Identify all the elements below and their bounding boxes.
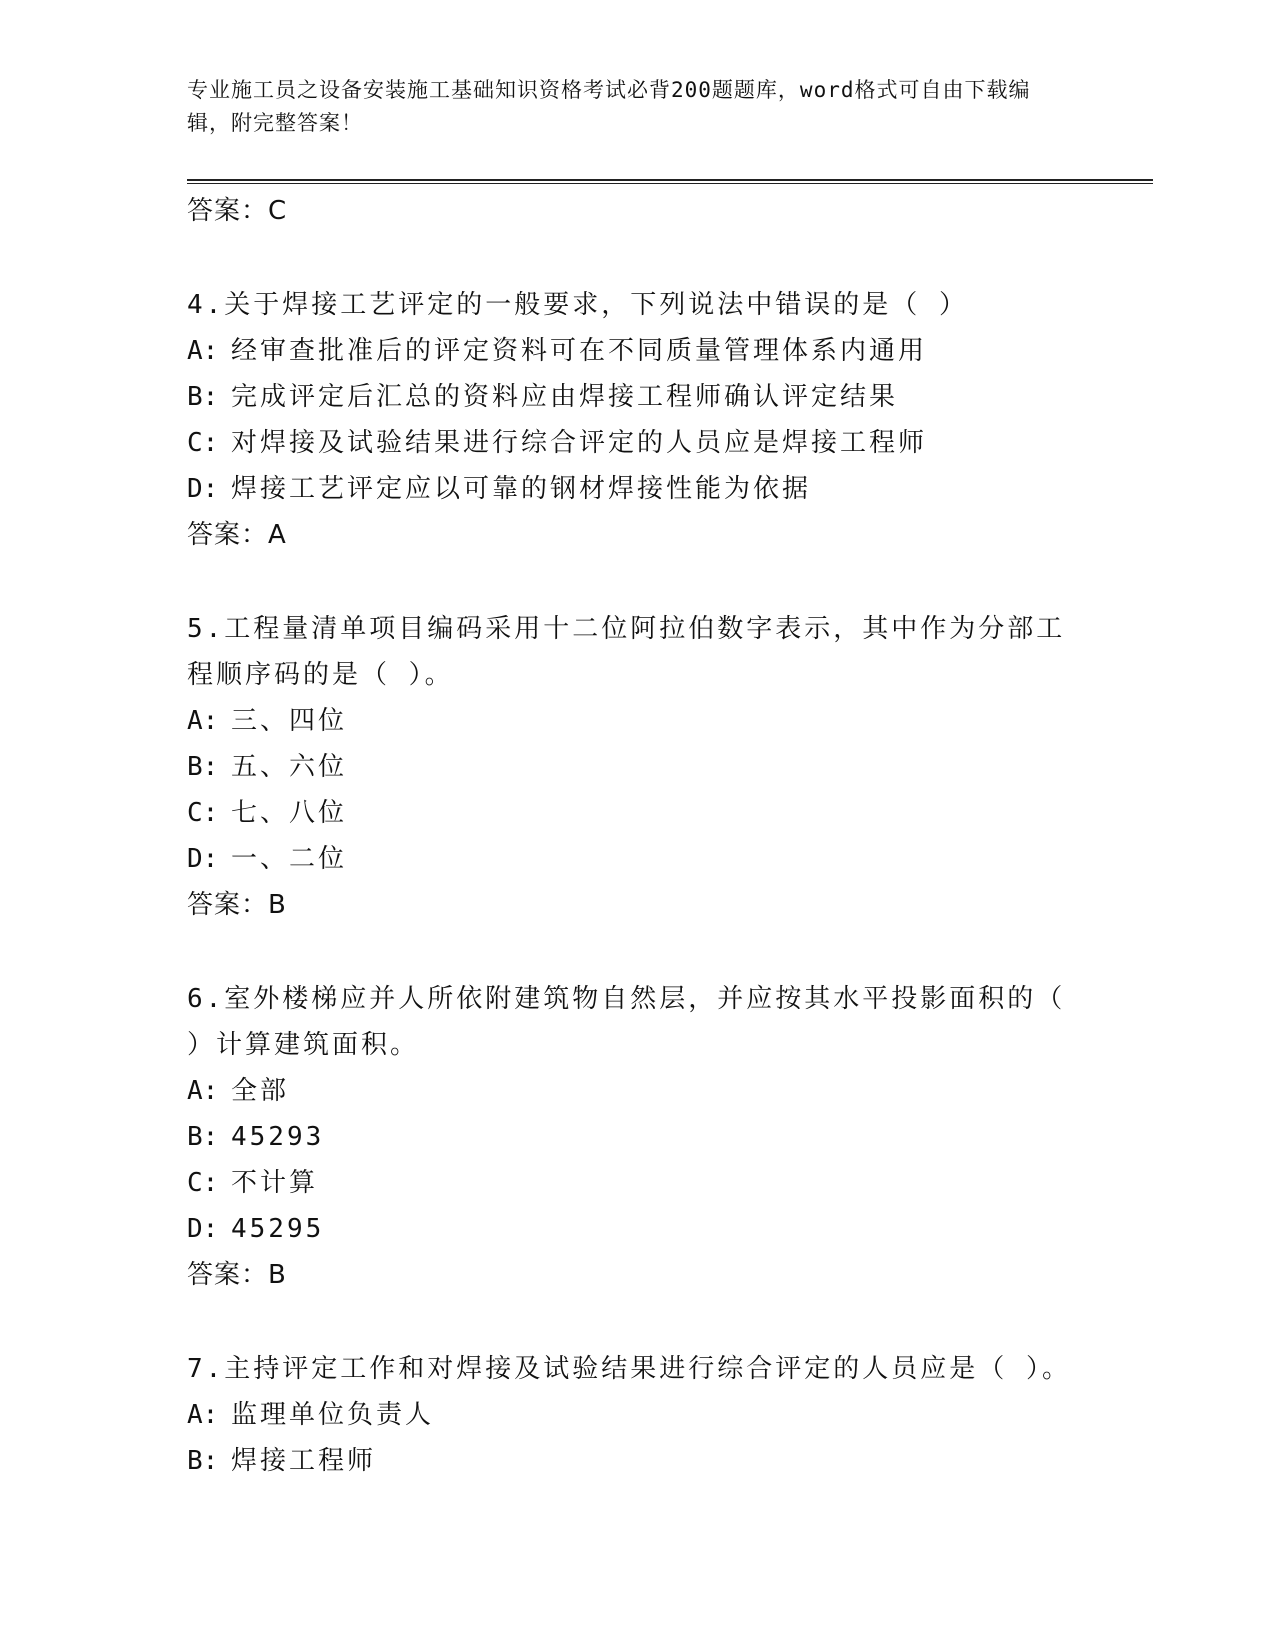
option-text: 三、四位 <box>231 706 348 736</box>
option-b <box>187 1438 1087 1484</box>
question-title: 7.主持评定工作和对焊接及试验结果进行综合评定的人员应是（ ）。 <box>187 1354 1071 1384</box>
option-letter: A: <box>187 1076 219 1106</box>
option-text: 经审查批准后的评定资料可在不同质量管理体系内通用 <box>231 336 928 366</box>
option-letter: A: <box>187 1400 219 1430</box>
option-text: 45295 <box>231 1214 325 1244</box>
question-title: 4.关于焊接工艺评定的一般要求，下列说法中错误的是（ ） <box>187 290 968 320</box>
page-header: 专业施工员之设备安装施工基础知识资格考试必背200题题库，word格式可自由下载编辑，附完整答案！ <box>187 78 1031 135</box>
option-letter: C: <box>187 1168 219 1198</box>
option-b <box>187 374 1087 420</box>
option-letter: C: <box>187 428 219 458</box>
option-d <box>187 466 1087 512</box>
question-6 <box>187 976 1087 1298</box>
option-a <box>187 1392 1087 1438</box>
question-4 <box>187 282 1087 558</box>
option-letter: B: <box>187 1122 219 1152</box>
option-text: 45293 <box>231 1122 325 1152</box>
option-text: 完成评定后汇总的资料应由焊接工程师确认评定结果 <box>231 382 899 412</box>
option-c <box>187 420 1087 466</box>
answer-q4: 答案：A <box>187 520 287 550</box>
option-text: 不计算 <box>231 1168 319 1198</box>
option-text: 七、八位 <box>231 798 348 828</box>
option-letter: B: <box>187 752 219 782</box>
option-text: 一、二位 <box>231 844 348 874</box>
option-letter: D: <box>187 474 219 504</box>
option-b <box>187 1114 1087 1160</box>
option-c <box>187 1160 1087 1206</box>
question-title: 6.室外楼梯应并人所依附建筑物自然层，并应按其水平投影面积的（ ）计算建筑面积。 <box>187 984 1066 1060</box>
option-a <box>187 328 1087 374</box>
option-text: 全部 <box>231 1076 290 1106</box>
answer-q6: 答案：B <box>187 1260 287 1290</box>
answer-q5: 答案：B <box>187 890 287 920</box>
option-d <box>187 1206 1087 1252</box>
answer-q3: 答案：C <box>187 196 288 226</box>
option-a <box>187 698 1087 744</box>
option-text: 五、六位 <box>231 752 348 782</box>
question-5 <box>187 606 1087 928</box>
option-letter: B: <box>187 1446 219 1476</box>
option-letter: D: <box>187 1214 219 1244</box>
option-letter: B: <box>187 382 219 412</box>
option-text: 焊接工程师 <box>231 1446 377 1476</box>
option-b <box>187 744 1087 790</box>
option-letter: C: <box>187 798 219 828</box>
option-text: 监理单位负责人 <box>231 1400 435 1430</box>
header-divider <box>187 179 1153 184</box>
option-letter: A: <box>187 706 219 736</box>
option-a <box>187 1068 1087 1114</box>
option-letter: A: <box>187 336 219 366</box>
question-7 <box>187 1346 1087 1484</box>
question-title: 5.工程量清单项目编码采用十二位阿拉伯数字表示，其中作为分部工程顺序码的是（ ）。 <box>187 614 1066 690</box>
document-body <box>187 188 1087 1484</box>
option-letter: D: <box>187 844 219 874</box>
option-d <box>187 836 1087 882</box>
option-text: 对焊接及试验结果进行综合评定的人员应是焊接工程师 <box>231 428 928 458</box>
option-c <box>187 790 1087 836</box>
option-text: 焊接工艺评定应以可靠的钢材焊接性能为依据 <box>231 474 812 504</box>
